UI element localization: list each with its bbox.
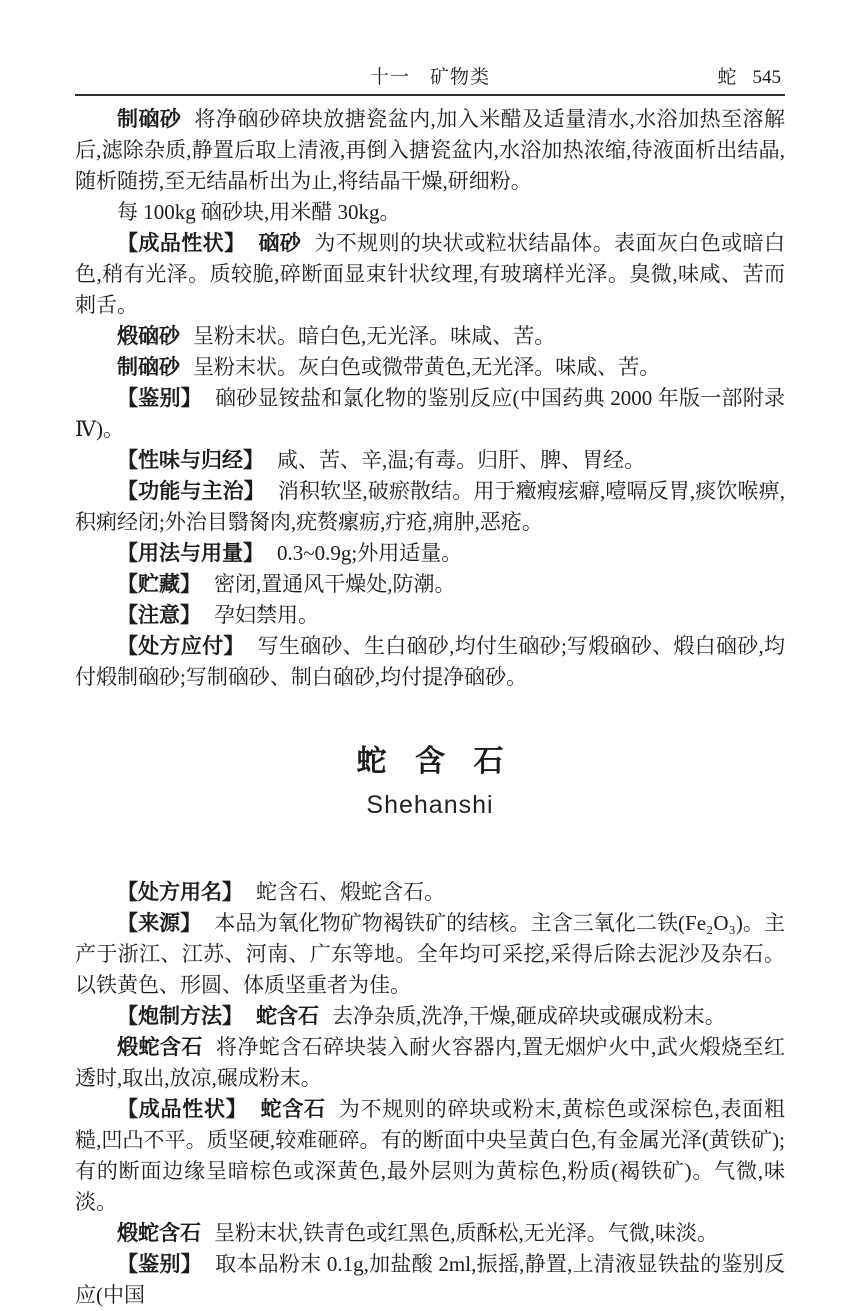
drug-lead: 蛇含石 [260,1097,326,1121]
entry-body [75,877,785,1311]
paragraph [75,1032,785,1094]
bracket-heading: 【来源】 [117,911,202,935]
paragraph-text: 硇砂显铵盐和氯化物的鉴别反应(中国药典 2000 年版一部附录Ⅳ)。 [75,386,785,441]
paragraph-text: 呈粉末状。暗白色,无光泽。味咸、苦。 [193,324,556,348]
paragraph [75,352,785,383]
bracket-heading: 【用法与用量】 [117,541,264,565]
paragraph-text: 本品为氧化物矿物褐铁矿的结核。主含三氧化二铁(Fe₂O₃)。主产于浙江、江苏、河南、广东等地。全年均可采挖,采得后除去泥沙及杂石。以铁黄色、形圆、体质坚重者为佳。 [75,911,785,997]
entry-pinyin: Shehanshi [366,791,494,819]
paragraph [75,600,785,631]
header-divider [75,94,785,96]
drug-lead: 煅蛇含石 [117,1221,201,1245]
bracket-heading: 【鉴别】 [117,386,202,410]
paragraph-text: 去净杂质,洗净,干燥,砸成碎块或碾成粉末。 [332,1004,726,1028]
paragraph [75,476,785,538]
paragraph [75,383,785,445]
paragraph-text: 密闭,置通风干燥处,防潮。 [214,572,456,596]
paragraph-text: 写生硇砂、生白硇砂,均付生硇砂;写煅硇砂、煅白硇砂,均付煅制硇砂;写制硇砂、制白硇砂,均付提净硇砂。 [75,634,785,689]
bracket-heading: 【成品性状】 [117,1097,248,1121]
paragraph-text: 0.3~0.9g;外用适量。 [277,541,463,565]
paragraph [75,197,785,228]
paragraph-text: 将净硇砂碎块放搪瓷盆内,加入米醋及适量清水,水浴加热至溶解后,滤除杂质,静置后取上清液,再倒入搪瓷盆内,水浴加热浓缩,待液面析出结晶,随析随捞,至无结晶析出为止,将结晶干燥,研细粉。 [75,107,786,193]
drug-lead: 硇砂 [258,231,302,255]
paragraph [75,1249,785,1311]
drug-lead: 制硇砂 [117,355,180,379]
entry-title: 蛇含石 [356,745,532,778]
running-header [75,64,785,92]
bracket-heading: 【性味与归经】 [117,448,264,472]
bracket-heading: 【注意】 [117,603,201,627]
paragraph-text: 为不规则的块状或粒状结晶体。表面灰白色或暗白色,稍有光泽。质较脆,碎断面显束针状纹理,有玻璃样光泽。臭微,味咸、苦而刺舌。 [75,231,786,317]
paragraph-text: 咸、苦、辛,温;有毒。归肝、脾、胃经。 [277,448,646,472]
paragraph [75,228,785,321]
bracket-heading: 【贮藏】 [117,572,201,596]
drug-lead: 煅硇砂 [117,324,180,348]
paragraph [75,908,785,1001]
paragraph-text: 孕妇禁用。 [214,603,320,627]
paragraph-text: 为不规则的碎块或粉末,黄棕色或深棕色,表面粗糙,凹凸不平。质坚硬,较难砸碎。有的断面中央呈黄白色,有金属光泽(黄铁矿);有的断面边缘呈暗棕色或深黄色,最外层则为黄棕色,粉质(褐铁矿)。气微,味淡。 [75,1097,786,1214]
paragraph [75,1001,785,1032]
paragraph [75,631,785,693]
drug-lead: 煅蛇含石 [117,1035,203,1059]
bracket-heading: 【处方用名】 [117,880,243,904]
thumb-index-word: 蛇 [717,67,737,88]
paragraph-text: 每 100kg 硇砂块,用米醋 30kg。 [117,200,401,224]
paragraph [75,104,785,197]
paragraph [75,569,785,600]
page-number: 545 [752,67,781,88]
bracket-heading: 【功能与主治】 [117,479,265,503]
paragraph [75,321,785,352]
chapter-title: 十一 矿物类 [369,67,490,88]
paragraph-text: 消积软坚,破瘀散结。用于癥瘕痃癖,噎嗝反胃,痰饮喉痹,积痢经闭;外治目翳胬肉,疣赘瘰疬,疔疮,痈肿,恶疮。 [75,479,786,534]
drug-lead: 蛇含石 [256,1004,320,1028]
paragraph [75,1094,785,1218]
paragraph-text: 呈粉末状。灰白色或微带黄色,无光泽。味咸、苦。 [193,355,661,379]
paragraph-text: 取本品粉末 0.1g,加盐酸 2ml,振摇,静置,上清液显铁盐的鉴别反应(中国 [75,1252,786,1307]
paragraph [75,877,785,908]
bracket-heading: 【炮制方法】 [117,1004,243,1028]
monograph-shehanshi [75,743,785,1311]
page-ref [717,64,781,92]
bracket-heading: 【鉴别】 [117,1252,203,1276]
paragraph-text: 呈粉末状,铁青色或红黑色,质酥松,无光泽。气微,味淡。 [214,1221,719,1245]
bracket-heading: 【成品性状】 [117,231,246,255]
monograph-naosha-continued [75,104,785,693]
bracket-heading: 【处方应付】 [117,634,245,658]
page-body [75,104,785,1311]
paragraph [75,1218,785,1249]
paragraph-text: 将净蛇含石碎块装入耐火容器内,置无烟炉火中,武火煅烧至红透时,取出,放凉,碾成粉末。 [75,1035,786,1090]
drug-lead: 制硇砂 [117,107,182,131]
paragraph-text: 蛇含石、煅蛇含石。 [256,880,446,904]
paragraph [75,538,785,569]
paragraph [75,445,785,476]
